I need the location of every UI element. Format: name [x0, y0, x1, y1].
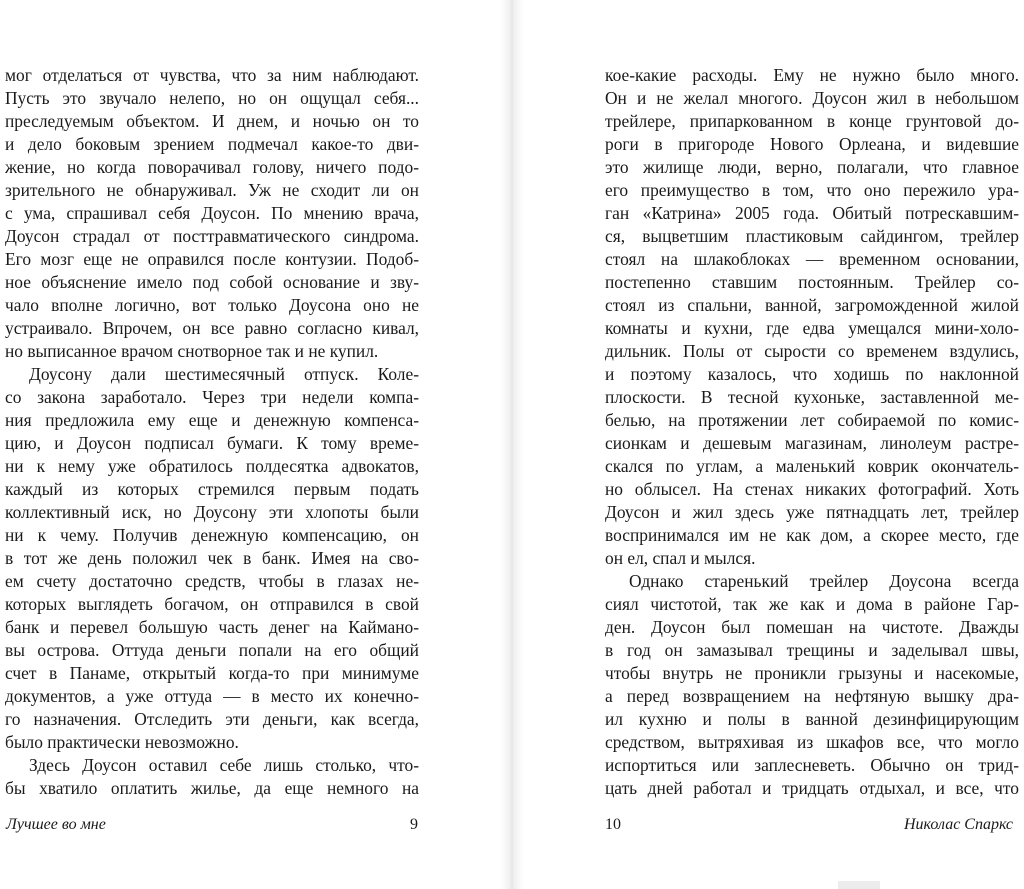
text-line: плоскости. В тесной кухоньке, заставленной ме-	[605, 387, 1019, 407]
text-line: Доусону дали шестимесячный отпуск. Коле-	[29, 364, 419, 384]
text-line: устраивало. Впрочем, он все равно согласно кивал,	[5, 318, 419, 338]
text-line: дильник. Полы от сырости со временем вздулись,	[605, 341, 1019, 361]
text-line: в тот же день положил чек в банк. Имея на сво-	[5, 548, 419, 568]
text-line: кое-какие расходы. Ему не нужно было много.	[605, 65, 1019, 85]
page-edge-mark	[838, 881, 880, 889]
page-number: 9	[410, 816, 418, 833]
text-line: вы острова. Оттуда деньги попали на его общий	[5, 640, 419, 660]
text-line: Пусть это звучало нелепо, но он ощущал себя...	[5, 88, 419, 108]
text-line: Доусон и жил здесь уже пятнадцать лет, трейлер	[605, 502, 1019, 522]
running-title: Николас Спаркс	[904, 816, 1013, 833]
text-line: его преимущество в том, что оно пережило ура-	[605, 180, 1019, 200]
text-line: каждый из которых стремился первым подать	[5, 479, 419, 499]
text-line: с ума, спрашивал себя Доусон. По мнению врача,	[5, 203, 419, 223]
text-line: сиял чистотой, так же как и дома в районе Гар-	[605, 594, 1019, 614]
text-line: трейлере, припаркованном в конце грунтовой до-	[605, 111, 1019, 131]
book-gutter	[500, 0, 524, 889]
text-line: го назначения. Отследить эти деньги, как всегда,	[5, 709, 419, 729]
text-line: стоял на шлакоблоках — временном основании,	[605, 249, 1019, 269]
text-line: белью, на протяжении лет собираемой по комис-	[605, 410, 1019, 430]
text-line: цию, и Доусон подписал бумаги. К тому време-	[5, 433, 419, 453]
text-line: сионкам и дешевым магазинам, линолеум растре-	[605, 433, 1019, 453]
text-line: но облысел. На стенах никаких фотографий. Хоть	[605, 479, 1019, 499]
text-line: он ел, спал и мылся.	[605, 548, 756, 568]
text-line: чтобы внутрь не проникли грызуны и насекомые,	[605, 663, 1019, 683]
text-line: но выписанное врачом снотворное так и не купил.	[5, 341, 379, 361]
running-title: Лучшее во мне	[6, 816, 106, 833]
text-line: преследуемым объектом. И днем, и ночью он то	[5, 111, 419, 131]
text-line: бы хватило оплатить жилье, да еще немного на	[5, 778, 419, 798]
text-line: коллективный иск, но Доусону эти хлопоты были	[5, 502, 419, 522]
text-line: чало вполне логично, вот только Доусона оно не	[5, 295, 419, 315]
text-line: это жилище люди, верно, полагали, что главное	[605, 157, 1019, 177]
text-line: зрительного не обнаруживал. Уж не сходит ли он	[5, 180, 419, 200]
text-line: комнаты и кухни, где едва умещался мини-холо-	[605, 318, 1019, 338]
right-page-text	[605, 64, 1019, 800]
text-line: стоял из спальни, ванной, загроможденной жилой	[605, 295, 1019, 315]
text-line: ден. Доусон был помешан на чистоте. Дважды	[605, 617, 1019, 637]
text-line: было практически невозможно.	[5, 732, 239, 752]
text-line: скался по углам, а маленький коврик окончатель-	[605, 456, 1019, 476]
text-line: Он и не желал многого. Доусон жил в небольшом	[605, 88, 1019, 108]
text-line: ем счету достаточно средств, чтобы в глазах не-	[5, 571, 419, 591]
text-line: цать дней работал и тридцать отдыхал, и все, что	[605, 778, 1019, 798]
text-line: ния предложила ему еще и денежную компенса-	[5, 410, 419, 430]
page-number: 10	[605, 816, 621, 833]
text-line: ни к чему. Получив денежную компенсацию, он	[5, 525, 419, 545]
text-line: которых выглядеть богачом, он отправился в свой	[5, 594, 419, 614]
text-line: счет в Панаме, открытый когда-то при минимуме	[5, 663, 419, 683]
text-line: ган «Катрина» 2005 года. Обитый потрескавшим-	[605, 203, 1019, 223]
text-line: средством, вытряхивая из шкафов все, что могло	[605, 732, 1019, 752]
text-line: Его мозг еще не оправился после контузии. Подоб-	[5, 249, 419, 269]
text-line: Доусон страдал от посттравматического синдрома.	[5, 226, 419, 246]
text-line: и поэтому казалось, что ходишь по наклонной	[605, 364, 1019, 384]
text-line: ни к нему уже обратилось полдесятка адвокатов,	[5, 456, 419, 476]
text-line: ил кухню и полы в ванной дезинфицирующим	[605, 709, 1019, 729]
text-line: в год он замазывал трещины и заделывал швы,	[605, 640, 1019, 660]
text-line: испортиться или заплесневеть. Обычно он трид-	[605, 755, 1019, 775]
text-line: банк и перевел большую часть денег на Каймано-	[5, 617, 419, 637]
text-line: документов, а уже оттуда — в место их конечно-	[5, 686, 419, 706]
text-line: жение, но когда поворачивал голову, ничего подо-	[5, 157, 419, 177]
text-line: воспринимался им не как дом, а скорее место, где	[605, 525, 1019, 545]
text-line: постепенно ставшим постоянным. Трейлер со-	[605, 272, 1019, 292]
text-line: ное объяснение имело под собой основание и зву-	[5, 272, 419, 292]
left-page-text	[5, 64, 419, 800]
text-line: и дело боковым зрением подмечал какое-то дви-	[5, 134, 419, 154]
text-line: Однако старенький трейлер Доусона всегда	[629, 571, 1019, 591]
text-line: со закона заработало. Через три недели компа-	[5, 387, 419, 407]
text-line: ся, выцветшим пластиковым сайдингом, трейлер	[605, 226, 1019, 246]
text-line: роги в пригороде Нового Орлеана, и видевшие	[605, 134, 1019, 154]
text-line: а перед возвращением на нефтяную вышку дра-	[605, 686, 1019, 706]
text-line: мог отделаться от чувства, что за ним наблюдают.	[5, 65, 419, 85]
right-page	[512, 0, 1024, 889]
text-line: Здесь Доусон оставил себе лишь столько, что-	[29, 755, 419, 775]
